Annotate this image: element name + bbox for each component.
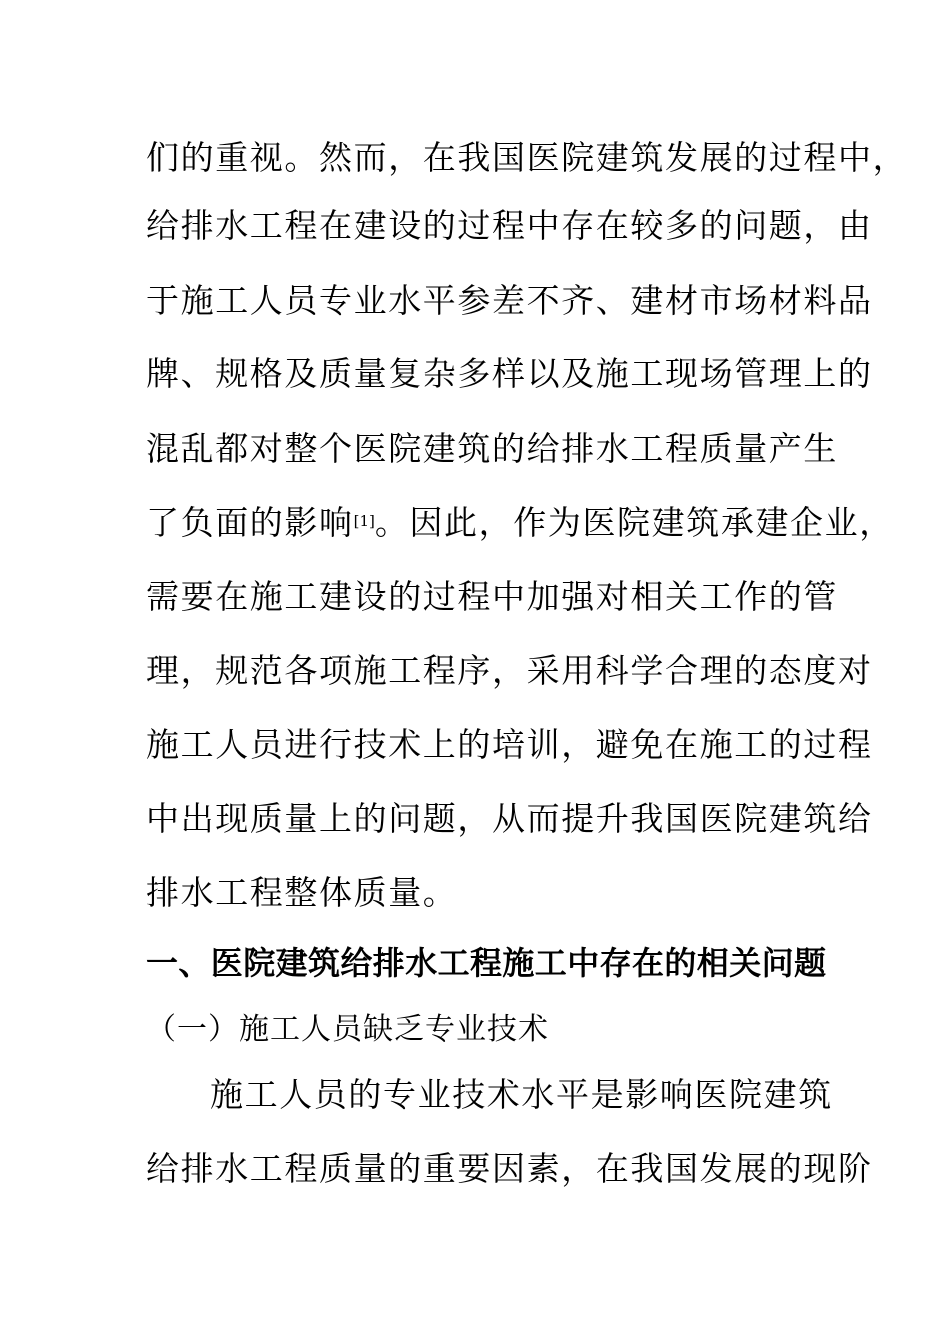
paragraph-text: 。因此，作为医院建筑承建企业， xyxy=(374,503,894,542)
paragraph-line: 于施工人员专业水平参差不齐、建材市场材料品 xyxy=(146,281,873,320)
paragraph-line: 理，规范各项施工程序，采用科学合理的态度对 xyxy=(146,651,873,690)
subsection-heading: （一）施工人员缺乏专业技术 xyxy=(146,1012,549,1047)
paragraph-line: 混乱都对整个医院建筑的给排水工程质量产生 xyxy=(146,429,838,468)
paragraph-line: 给排水工程在建设的过程中存在较多的问题，由 xyxy=(146,206,873,245)
paragraph-line: 牌、规格及质量复杂多样以及施工现场管理上的 xyxy=(146,354,873,393)
paragraph-line: 中出现质量上的问题，从而提升我国医院建筑给 xyxy=(146,799,873,838)
paragraph-line: 排水工程整体质量。 xyxy=(146,873,458,912)
section-heading: 一、医院建筑给排水工程施工中存在的相关问题 xyxy=(146,944,827,982)
paragraph-line: 施工人员的专业技术水平是影响医院建筑 xyxy=(210,1075,833,1114)
paragraph-line-with-citation xyxy=(146,503,894,543)
paragraph-line: 需要在施工建设的过程中加强对相关工作的管 xyxy=(146,577,838,616)
paragraph-text: 了负面的影响 xyxy=(146,503,354,542)
paragraph-line: 施工人员进行技术上的培训，避免在施工的过程 xyxy=(146,725,873,764)
paragraph-line: 们的重视。然而，在我国医院建筑发展的过程中， xyxy=(146,138,908,177)
citation-marker: [1] xyxy=(353,512,375,530)
paragraph-line: 给排水工程质量的重要因素，在我国发展的现阶 xyxy=(146,1149,873,1188)
